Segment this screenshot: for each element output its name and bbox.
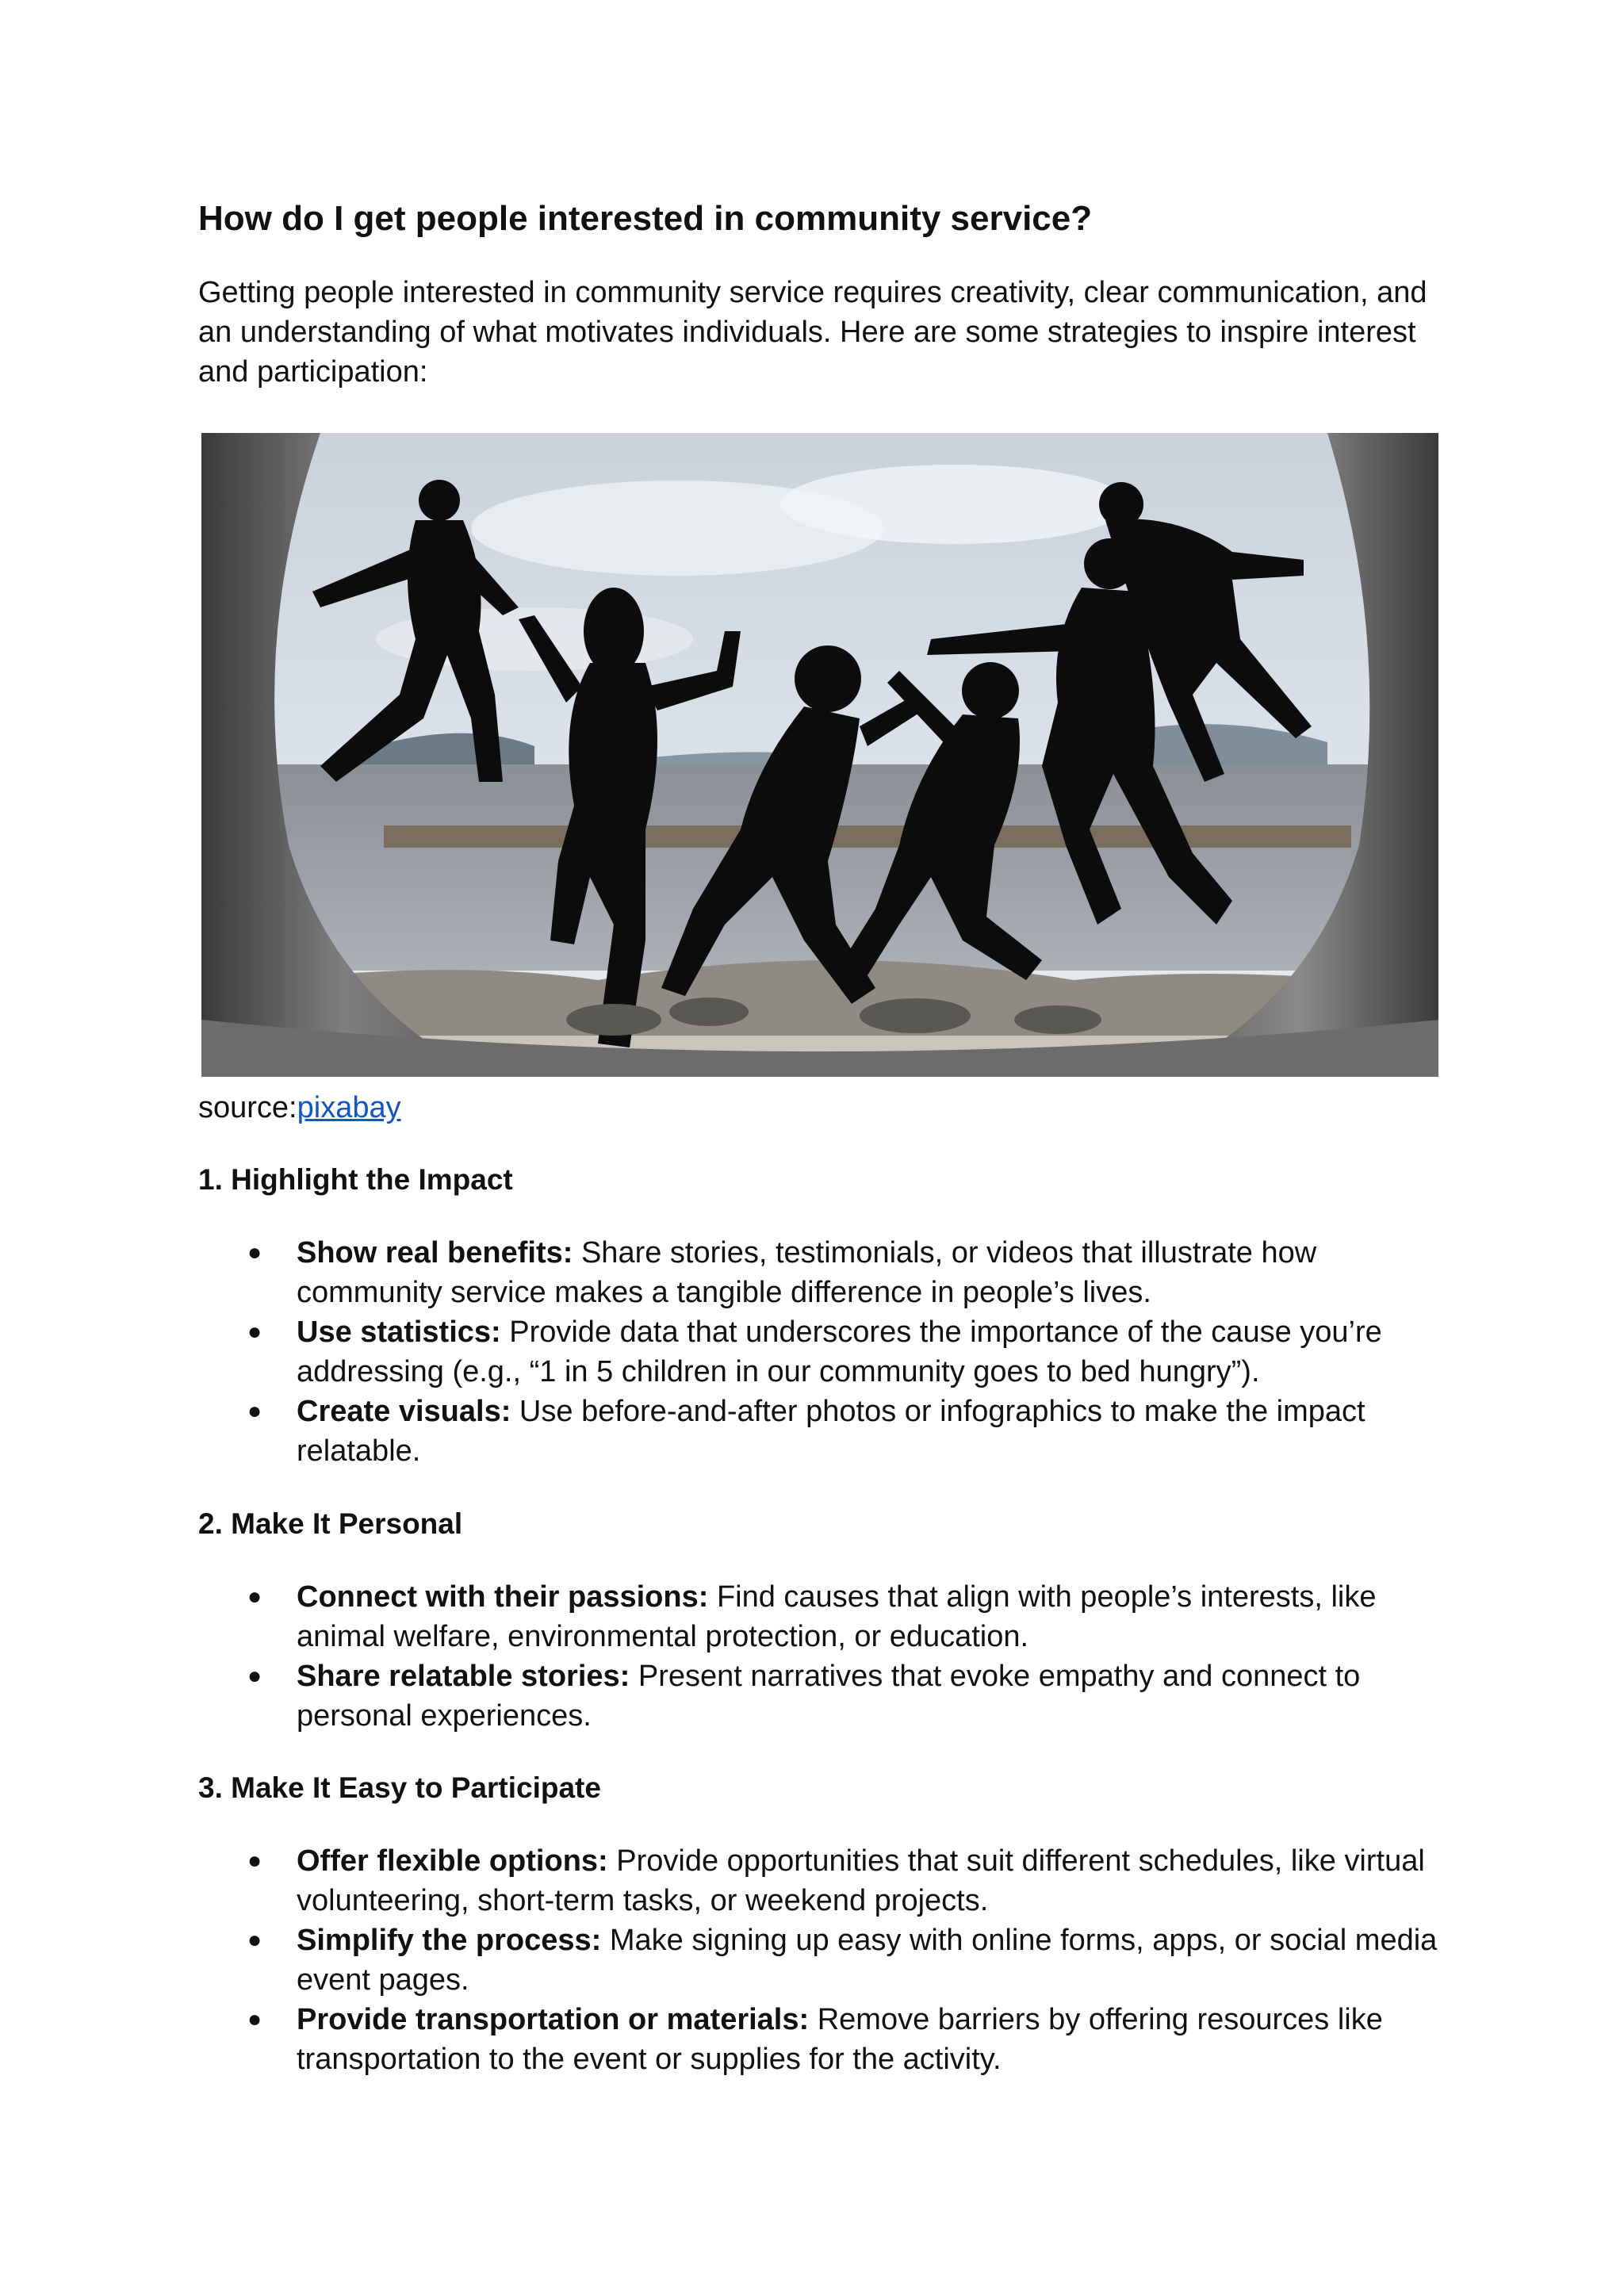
pixabay-link[interactable]: pixabay bbox=[297, 1091, 401, 1124]
item-bold-label: Share relatable stories: bbox=[297, 1660, 630, 1693]
list-item bbox=[198, 2000, 1443, 2079]
item-bold-label: Provide transportation or materials: bbox=[297, 2003, 810, 2036]
section-3-list bbox=[198, 1841, 1443, 2079]
bullet-icon: ● bbox=[247, 1239, 262, 1266]
item-text: Present narratives that evoke empathy and connect to personal experiences. bbox=[297, 1660, 1361, 1733]
list-item bbox=[198, 1312, 1443, 1392]
caption-prefix: source: bbox=[198, 1091, 297, 1124]
list-item bbox=[198, 1656, 1443, 1736]
list-item bbox=[198, 1921, 1443, 2000]
item-text: Remove barriers by offering resources like transportation to the event or supplies for the activity. bbox=[297, 2003, 1383, 2076]
section-2-heading: 2. Make It Personal bbox=[198, 1507, 463, 1540]
intro-paragraph: Getting people interested in community service requires creativity, clear communication, and an understanding of what motivates individuals. Here are some strategies to inspire interest and participation: bbox=[198, 276, 1427, 389]
item-text: Use before-and-after photos or infographics to make the impact relatable. bbox=[297, 1395, 1365, 1468]
bullet-icon: ● bbox=[247, 1398, 262, 1424]
section-3-heading: 3. Make It Easy to Participate bbox=[198, 1771, 601, 1804]
bullet-icon: ● bbox=[247, 1927, 262, 1953]
bullet-icon: ● bbox=[247, 1663, 262, 1689]
list-item bbox=[198, 1233, 1443, 1312]
item-text: Find causes that align with people’s interests, like animal welfare, environmental protection, or education. bbox=[297, 1580, 1377, 1653]
item-bold-label: Connect with their passions: bbox=[297, 1580, 709, 1614]
item-text: Provide data that underscores the importance of the cause you’re addressing (e.g., “1 in 5 children in our community goes to bed hungry”). bbox=[297, 1316, 1382, 1388]
item-text: Provide opportunities that suit different schedules, like virtual volunteering, short-term tasks, or weekend projects. bbox=[297, 1844, 1425, 1917]
item-bold-label: Show real benefits: bbox=[297, 1236, 573, 1270]
list-item bbox=[198, 1841, 1443, 1921]
image-caption bbox=[198, 1088, 401, 1128]
page-title: How do I get people interested in community service? bbox=[198, 199, 1093, 238]
bullet-icon: ● bbox=[247, 1584, 262, 1610]
item-bold-label: Use statistics: bbox=[297, 1316, 501, 1349]
item-bold-label: Create visuals: bbox=[297, 1395, 511, 1428]
bullet-icon: ● bbox=[247, 1319, 262, 1345]
item-text: Make signing up easy with online forms, apps, or social media event pages. bbox=[297, 1924, 1438, 1997]
list-item bbox=[198, 1577, 1443, 1656]
section-2-list bbox=[198, 1577, 1443, 1736]
bullet-icon: ● bbox=[247, 2006, 262, 2032]
section-1-list bbox=[198, 1233, 1443, 1471]
section-1-heading: 1. Highlight the Impact bbox=[198, 1163, 513, 1196]
list-item bbox=[198, 1392, 1443, 1471]
item-bold-label: Simplify the process: bbox=[297, 1924, 602, 1957]
item-text: Share stories, testimonials, or videos that illustrate how community service makes a tangible difference in people’s lives. bbox=[297, 1236, 1317, 1309]
silhouettes-jumping-in-tunnel-photo bbox=[201, 433, 1438, 1077]
bullet-icon: ● bbox=[247, 1848, 262, 1874]
item-bold-label: Offer flexible options: bbox=[297, 1844, 608, 1878]
